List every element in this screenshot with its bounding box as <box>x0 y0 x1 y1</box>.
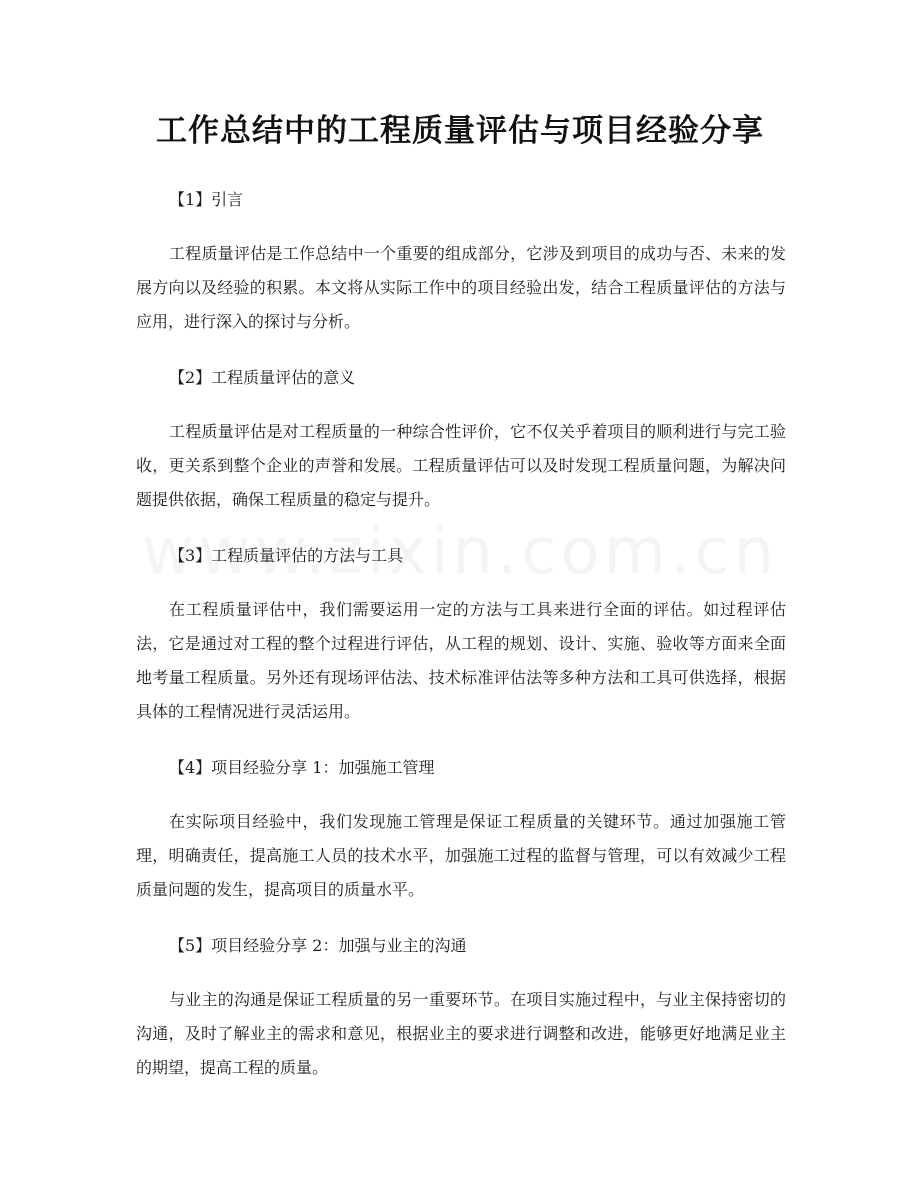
section-heading-significance: 【2】工程质量评估的意义 <box>169 368 356 387</box>
section-heading-methods: 【3】工程质量评估的方法与工具 <box>169 546 404 565</box>
section-heading-owner-communication: 【5】项目经验分享 2：加强与业主的沟通 <box>169 936 467 955</box>
section-heading-construction-management: 【4】项目经验分享 1：加强施工管理 <box>169 758 435 777</box>
document-title: 工作总结中的工程质量评估与项目经验分享 <box>156 113 764 149</box>
section-body-construction-management: 在实际项目经验中，我们发现施工管理是保证工程质量的关键环节。通过加强施工管理，明确责任，提高施工人员的技术水平，加强施工过程的监督与管理，可以有效减少工程质量问题的发生，提高项目的质量水平。 <box>136 812 786 899</box>
document-content <box>136 182 786 1106</box>
section-body-owner-communication: 与业主的沟通是保证工程质量的另一重要环节。在项目实施过程中，与业主保持密切的沟通，及时了解业主的需求和意见，根据业主的要求进行调整和改进，能够更好地满足业主的期望，提高工程的质量。 <box>136 990 786 1077</box>
section-heading-intro: 【1】引言 <box>169 190 244 209</box>
section-body-intro: 工程质量评估是工作总结中一个重要的组成部分，它涉及到项目的成功与否、未来的发展方向以及经验的积累。本文将从实际工作中的项目经验出发，结合工程质量评估的方法与应用，进行深入的探讨与分析。 <box>136 244 786 331</box>
section-body-significance: 工程质量评估是对工程质量的一种综合性评价，它不仅关乎着项目的顺利进行与完工验收，更关系到整个企业的声誉和发展。工程质量评估可以及时发现工程质量问题，为解决问题提供依据，确保工程质量的稳定与提升。 <box>136 422 786 509</box>
section-body-methods: 在工程质量评估中，我们需要运用一定的方法与工具来进行全面的评估。如过程评估法，它是通过对工程的整个过程进行评估，从工程的规划、设计、实施、验收等方面来全面地考量工程质量。另外还有现场评估法、技术标准评估法等多种方法和工具可供选择，根据具体的工程情况进行灵活运用。 <box>136 600 786 721</box>
